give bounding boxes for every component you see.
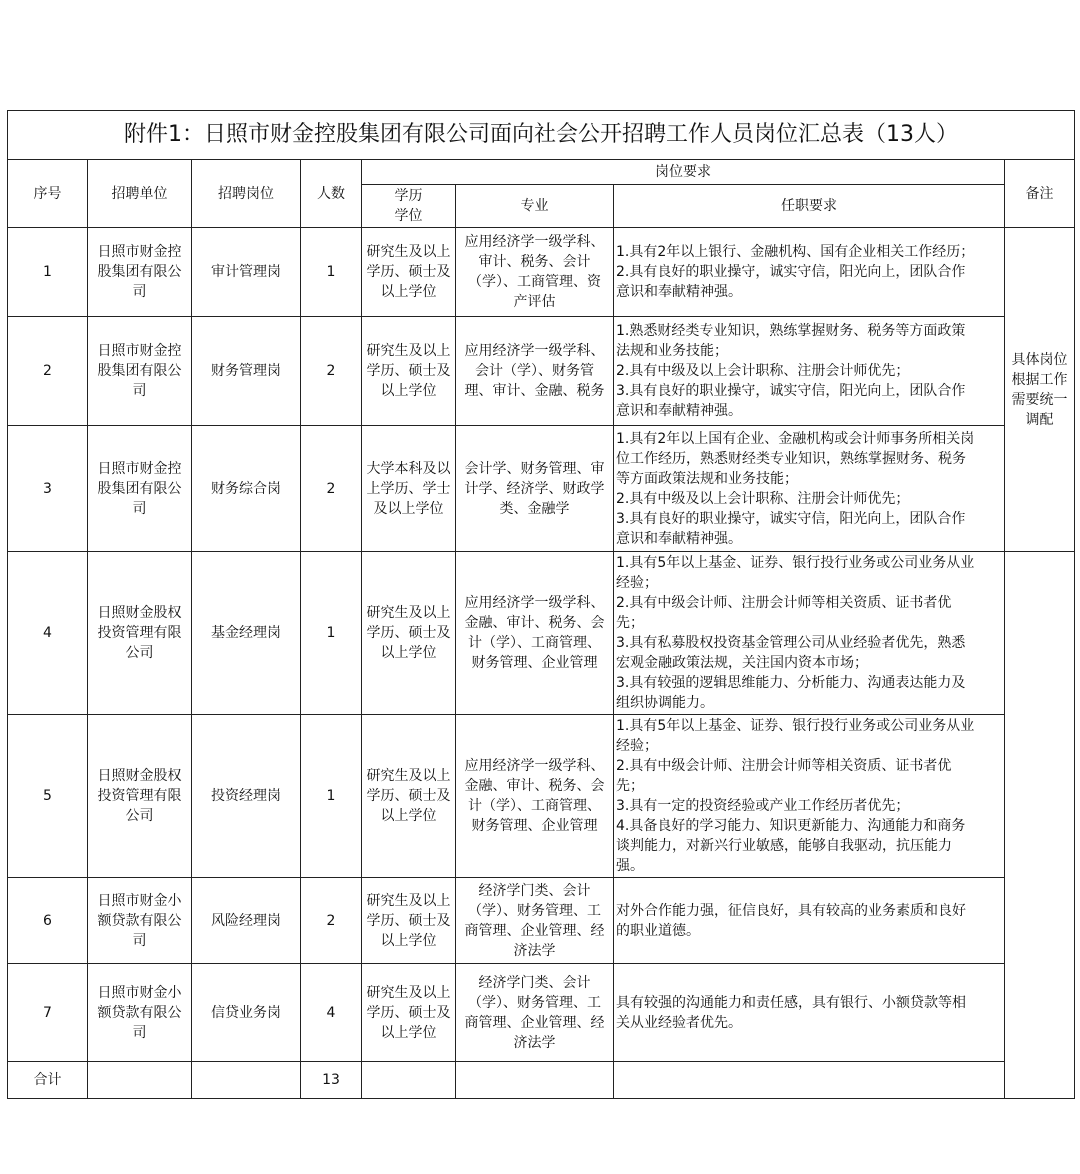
header-remark: 备注 bbox=[1005, 160, 1075, 228]
row-post: 财务综合岗 bbox=[192, 426, 301, 552]
total-count: 13 bbox=[301, 1062, 362, 1099]
row-post: 信贷业务岗 bbox=[192, 964, 301, 1062]
row-count: 4 bbox=[301, 964, 362, 1062]
row-no: 3 bbox=[8, 426, 88, 552]
header-requirements: 岗位要求 bbox=[362, 160, 1005, 185]
header-count: 人数 bbox=[301, 160, 362, 228]
recruitment-summary-sheet bbox=[7, 110, 1074, 1099]
row-unit: 日照市财金小 额贷款有限公 司 bbox=[88, 964, 192, 1062]
row-count: 2 bbox=[301, 878, 362, 964]
row-duties: 1.具有5年以上基金、证券、银行投行业务或公司业务从业 经验； 2.具有中级会计师、注册会计师等相关资质、证书者优 先； 3.具有私募股权投资基金管理公司从业经验者优先，熟悉 宏观金融政策法规，关注国内资本市场； 3.具有较强的逻辑思维能力、分析能力、沟通表达能力及 组织协调能力。 bbox=[614, 552, 1005, 715]
row-unit: 日照市财金控 股集团有限公 司 bbox=[88, 228, 192, 317]
row-no: 2 bbox=[8, 317, 88, 426]
header-post: 招聘岗位 bbox=[192, 160, 301, 228]
table-row bbox=[8, 878, 1075, 964]
title-row bbox=[8, 111, 1075, 160]
row-count: 1 bbox=[301, 552, 362, 715]
row-major: 应用经济学一级学科、 金融、审计、税务、会 计（学）、工商管理、 财务管理、企业管理 bbox=[456, 552, 614, 715]
header-row-1 bbox=[8, 160, 1075, 185]
table-row bbox=[8, 317, 1075, 426]
row-no: 5 bbox=[8, 715, 88, 878]
header-no: 序号 bbox=[8, 160, 88, 228]
row-count: 1 bbox=[301, 715, 362, 878]
row-major: 应用经济学一级学科、 审计、税务、会计 （学）、工商管理、资 产评估 bbox=[456, 228, 614, 317]
row-no: 4 bbox=[8, 552, 88, 715]
document-title: 附件1：日照市财金控股集团有限公司面向社会公开招聘工作人员岗位汇总表（13人） bbox=[8, 111, 1075, 160]
row-unit: 日照市财金控 股集团有限公 司 bbox=[88, 317, 192, 426]
total-empty-cell bbox=[614, 1062, 1005, 1099]
row-major: 应用经济学一级学科、 会计（学）、财务管 理、审计、金融、税务 bbox=[456, 317, 614, 426]
row-duties: 具有较强的沟通能力和责任感，具有银行、小额贷款等相 关从业经验者优先。 bbox=[614, 964, 1005, 1062]
row-count: 2 bbox=[301, 317, 362, 426]
header-duties: 任职要求 bbox=[614, 185, 1005, 228]
row-no: 1 bbox=[8, 228, 88, 317]
row-unit: 日照市财金小 额贷款有限公 司 bbox=[88, 878, 192, 964]
row-major: 经济学门类、会计 （学）、财务管理、工 商管理、企业管理、经 济法学 bbox=[456, 878, 614, 964]
row-post: 投资经理岗 bbox=[192, 715, 301, 878]
table-row bbox=[8, 228, 1075, 317]
row-duties: 1.熟悉财经类专业知识，熟练掌握财务、税务等方面政策 法规和业务技能； 2.具有中级及以上会计职称、注册会计师优先； 3.具有良好的职业操守，诚实守信，阳光向上，团队合作 意识和奉献精神强。 bbox=[614, 317, 1005, 426]
row-unit: 日照财金股权 投资管理有限 公司 bbox=[88, 715, 192, 878]
total-row bbox=[8, 1062, 1075, 1099]
row-duties: 1.具有5年以上基金、证券、银行投行业务或公司业务从业 经验； 2.具有中级会计师、注册会计师等相关资质、证书者优 先； 3.具有一定的投资经验或产业工作经历者优先； 4.具备良好的学习能力、知识更新能力、沟通能力和商务 谈判能力，对新兴行业敏感，能够自我驱动，抗压能力 强。 bbox=[614, 715, 1005, 878]
header-major: 专业 bbox=[456, 185, 614, 228]
table-row bbox=[8, 964, 1075, 1062]
row-count: 1 bbox=[301, 228, 362, 317]
table-row bbox=[8, 426, 1075, 552]
row-major: 会计学、财务管理、审 计学、经济学、财政学 类、金融学 bbox=[456, 426, 614, 552]
row-education: 研究生及以上 学历、硕士及 以上学位 bbox=[362, 228, 456, 317]
header-education: 学历 学位 bbox=[362, 185, 456, 228]
row-duties: 对外合作能力强，征信良好，具有较高的业务素质和良好 的职业道德。 bbox=[614, 878, 1005, 964]
row-post: 基金经理岗 bbox=[192, 552, 301, 715]
row-post: 审计管理岗 bbox=[192, 228, 301, 317]
row-major: 经济学门类、会计 （学）、财务管理、工 商管理、企业管理、经 济法学 bbox=[456, 964, 614, 1062]
header-unit: 招聘单位 bbox=[88, 160, 192, 228]
row-count: 2 bbox=[301, 426, 362, 552]
row-major: 应用经济学一级学科、 金融、审计、税务、会 计（学）、工商管理、 财务管理、企业管理 bbox=[456, 715, 614, 878]
table-row bbox=[8, 552, 1075, 715]
row-education: 研究生及以上 学历、硕士及 以上学位 bbox=[362, 552, 456, 715]
recruitment-table bbox=[7, 110, 1075, 1099]
total-empty-cell bbox=[192, 1062, 301, 1099]
remark-empty-cell bbox=[1005, 552, 1075, 1099]
row-education: 研究生及以上 学历、硕士及 以上学位 bbox=[362, 878, 456, 964]
total-empty-cell bbox=[456, 1062, 614, 1099]
row-unit: 日照市财金控 股集团有限公 司 bbox=[88, 426, 192, 552]
row-no: 7 bbox=[8, 964, 88, 1062]
remark-cell: 具体岗位 根据工作 需要统一 调配 bbox=[1005, 228, 1075, 552]
row-duties: 1.具有2年以上银行、金融机构、国有企业相关工作经历； 2.具有良好的职业操守，诚实守信，阳光向上，团队合作 意识和奉献精神强。 bbox=[614, 228, 1005, 317]
row-no: 6 bbox=[8, 878, 88, 964]
row-duties: 1.具有2年以上国有企业、金融机构或会计师事务所相关岗 位工作经历，熟悉财经类专业知识，熟练掌握财务、税务 等方面政策法规和业务技能； 2.具有中级及以上会计职称、注册会计师优先； 3.具有良好的职业操守，诚实守信，阳光向上，团队合作 意识和奉献精神强。 bbox=[614, 426, 1005, 552]
total-empty-cell bbox=[88, 1062, 192, 1099]
row-education: 研究生及以上 学历、硕士及 以上学位 bbox=[362, 317, 456, 426]
row-education: 研究生及以上 学历、硕士及 以上学位 bbox=[362, 715, 456, 878]
row-post: 风险经理岗 bbox=[192, 878, 301, 964]
total-empty-cell bbox=[362, 1062, 456, 1099]
table-row bbox=[8, 715, 1075, 878]
row-education: 研究生及以上 学历、硕士及 以上学位 bbox=[362, 964, 456, 1062]
total-label: 合计 bbox=[8, 1062, 88, 1099]
row-unit: 日照财金股权 投资管理有限 公司 bbox=[88, 552, 192, 715]
row-education: 大学本科及以 上学历、学士 及以上学位 bbox=[362, 426, 456, 552]
row-post: 财务管理岗 bbox=[192, 317, 301, 426]
